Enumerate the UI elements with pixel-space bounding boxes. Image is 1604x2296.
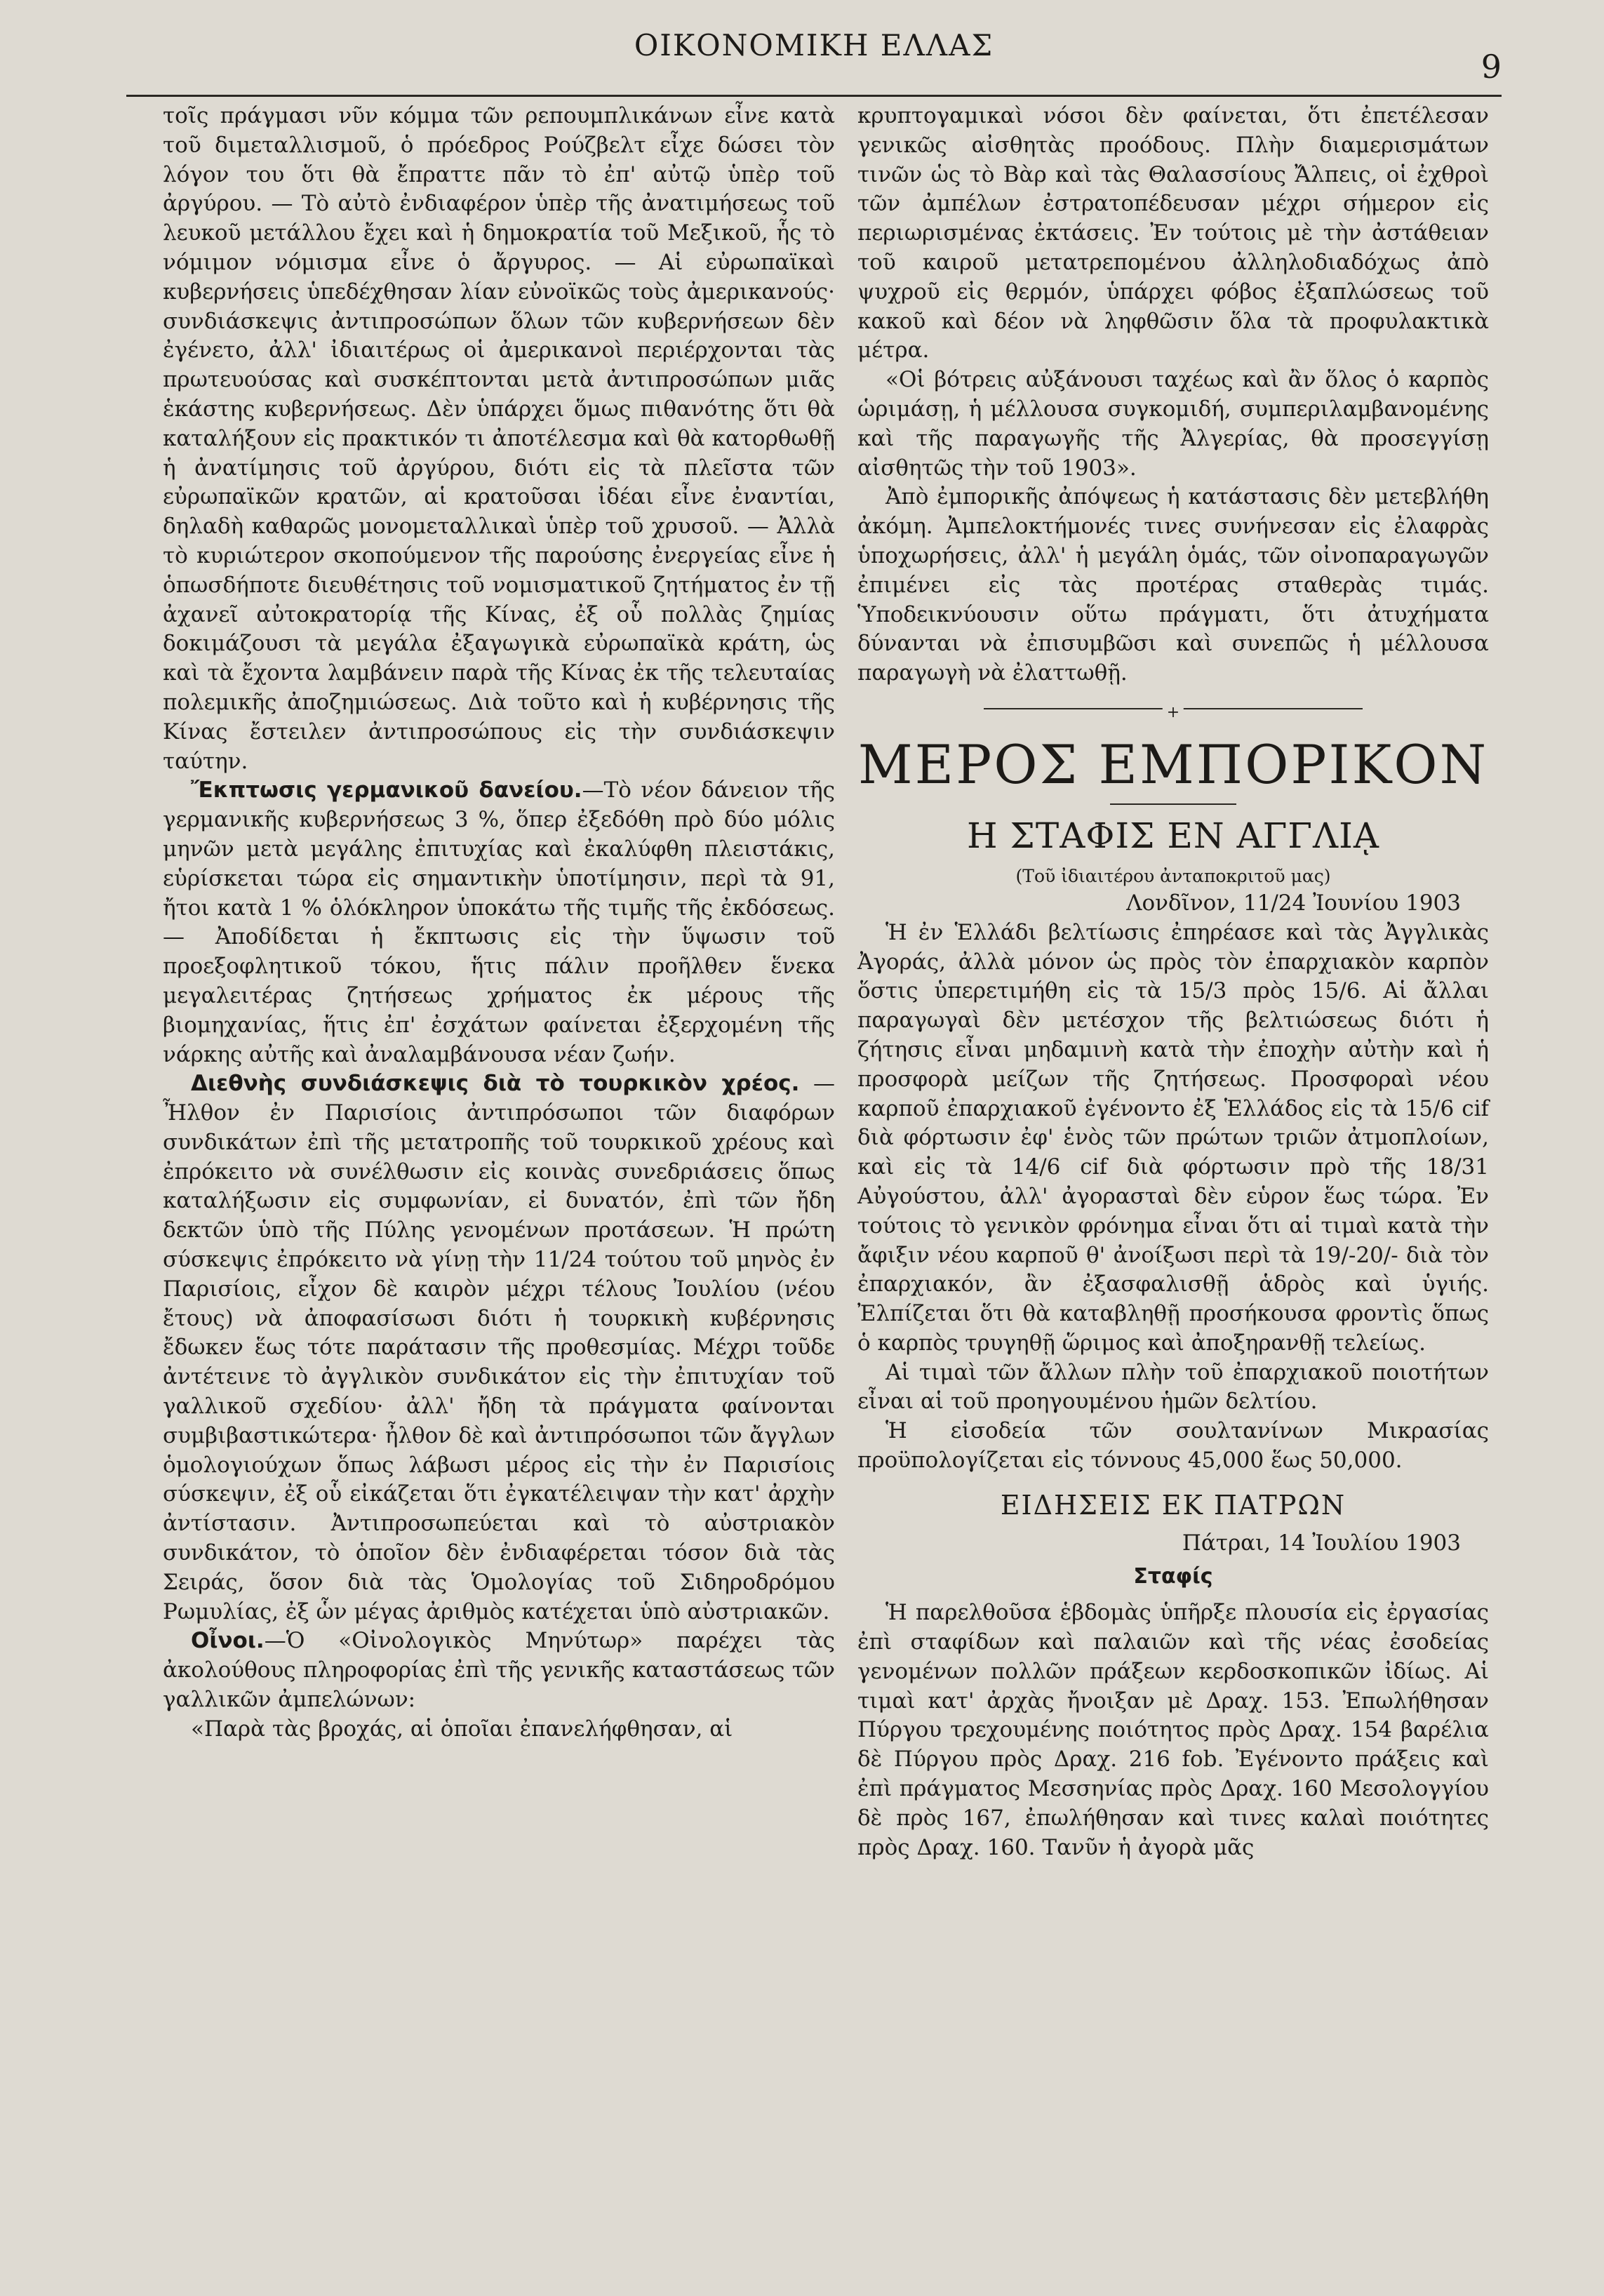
- subheading-currant: Σταφίς: [1133, 1564, 1213, 1589]
- journal-title: ΟΙΚΟΝΟΜΙΚΗ ΕΛΛΑΣ: [634, 28, 994, 62]
- section-divider: [984, 703, 1363, 721]
- paragraph-sultanas: Ἡ εἰσοδεία τῶν σουλτανίνων Μικρασίας προϋπολογίζεται εἰς τόννους 45,000 ἕως 50,000.: [857, 1418, 1489, 1474]
- heading-german-loan: Ἔκπτωσις γερμανικοῦ δανείου.: [191, 777, 582, 803]
- left-column: [163, 102, 835, 1744]
- heading-wines: Οἶνοι.: [191, 1628, 265, 1654]
- paragraph-patras-market: Ἡ παρελθοῦσα ἑβδομὰς ὑπῆρξε πλουσία εἰς ἐργασίας ἐπὶ σταφίδων καὶ παλαιῶν καὶ τῆς νέας ἐσοδείας γενομένων πολλῶν πράξεων κερδοσκοπικῶν ἰδίως. Αἱ τιμαὶ κατ' ἀρχὰς ἤνοιξαν μὲ Δραχ. 153. Ἐπωλήθησαν Πύργου τρεχουμένης ποιότητος πρὸς Δραχ. 154 βαρέλια δὲ Πύργου πρὸς Δραχ. 216 fob. Ἐγένοντο πράξεις καὶ ἐπὶ πράγματος Μεσσηνίας πρὸς Δραχ. 160 Μεσολογγίου δὲ πρὸς 167, ἐπωλήθησαν καὶ τινες καλαὶ ποιότητες πρὸς Δραχ. 160. Τανῦν ἡ ἀγορὰ μᾶς: [857, 1600, 1489, 1860]
- article-title-currants-england: Η ΣΤΑΦΙΣ ΕΝ ΑΓΓΛΙᾼ: [967, 815, 1379, 856]
- paragraph-grapes: «Οἱ βότρεις αὐξάνουσι ταχέως καὶ ἂν ὅλος ὁ καρπὸς ὡριμάσῃ, ἡ μέλλουσα συγκομιδή, συμπεριλαμβανομένης καὶ τῆς παραγωγῆς τῆς Ἀλγερίας, θὰ προσεγγίσῃ αἰσθητῶς τὴν τοῦ 1903».: [857, 367, 1489, 481]
- text-wines: —Ὁ «Οἰνολογικὸς Μηνύτωρ» παρέχει τὰς ἀκολούθους πληροφορίας ἐπὶ τῆς γενικῆς καταστάσεως τῶν γαλλικῶν ἀμπελώνων:: [163, 1628, 835, 1713]
- paragraph-wines: [163, 1627, 835, 1714]
- paragraph-vine-diseases: κρυπτογαμικαὶ νόσοι δὲν φαίνεται, ὅτι ἐπετέλεσαν γενικῶς αἰσθητὰς προόδους. Πλὴν διαμερισμάτων τινῶν ὡς τὸ Βὰρ καὶ τὰς Θαλασσίους Ἄλπεις, οἱ ἐχθροὶ τῶν ἀμπέλων ἐστρατοπέδευσαν μέχρι σήμερον εἰς περιωρισμένας ἐκτάσεις. Ἐν τούτοις μὲ τὴν ἀστάθειαν τοῦ καιροῦ μετατρεπομένου ἀλληλοδιαδόχως ἀπὸ ψυχροῦ εἰς θερμόν, ὑπάρχει φόβος ἐξαπλώσεως τοῦ κακοῦ καὶ δέον νὰ ληφθῶσιν ὅλα τὰ προφυλακτικὰ μέτρα.: [857, 103, 1489, 363]
- section-rule: [1110, 803, 1236, 805]
- section-title: ΜΕΡΟΣ ΕΜΠΟΡΙΚΟΝ: [857, 733, 1489, 796]
- paragraph-turkish-debt: [163, 1069, 835, 1627]
- article-source: (Τοῦ ἰδιαιτέρου ἀνταποκριτοῦ μας): [1015, 865, 1331, 886]
- article-dateline-patras: Πάτραι, 14 Ἰουλίου 1903: [1182, 1530, 1461, 1556]
- text-german-loan: —Τὸ νέον δάνειον τῆς γερμανικῆς κυβερνήσεως 3 %, ὅπερ ἐξεδόθη πρὸ δύο μόλις μηνῶν μετὰ μεγάλης ἐπιτυχίας καὶ ἐκαλύφθη πλειστάκις, εὑρίσκεται τώρα εἰς σημαντικὴν ὑποτίμησιν, περὶ τὰ 91, ἤτοι κατὰ 1 % ὁλόκληρον ὑποκάτω τῆς τιμῆς τῆς ἐκδόσεως. — Ἀποδίδεται ἡ ἔκπτωσις εἰς τὴν ὕψωσιν τοῦ προεξοφλητικοῦ τόκου, ἥτις πάλιν προῆλθεν ἕνεκα μεγαλειτέρας ζητήσεως χρήματος ἐκ μέρους τῆς βιομηχανίας, ἥτις ἐπ' ἐσχάτων φαίνεται ἐξερχομένη τῆς νάρκης αὐτῆς καὶ ἀναλαμβάνουσα νέαν ζωήν.: [163, 777, 835, 1067]
- header-rule: [126, 95, 1502, 97]
- paragraph-commercial-view: Ἀπὸ ἐμπορικῆς ἀπόψεως ἡ κατάστασις δὲν μετεβλήθη ἀκόμη. Ἀμπελοκτήμονές τινες συνήνεσαν εἰς ἐλαφρὰς ὑποχωρήσεις, ἀλλ' ἡ μεγάλη ὁμάς, τῶν οἰνοπαραγωγῶν ἐπιμένει εἰς τὰς προτέρας σταθερὰς τιμάς. Ὑποδεικνύουσιν οὕτω πράγματι, ὅτι ἀτυχήματα δύνανται νὰ ἐπισυμβῶσι καὶ συνεπῶς ἡ μέλλουσα παραγωγὴ νὰ ἐλαττωθῇ.: [857, 484, 1489, 686]
- article-dateline-london: Λονδῖνον, 11/24 Ἰουνίου 1903: [1126, 890, 1461, 916]
- paragraph-silver-conference: τοῖς πράγμασι νῦν κόμμα τῶν ρεπουμπλικάνων εἶνε κατὰ τοῦ διμεταλλισμοῦ, ὁ πρόεδρος Ρούζβελτ εἶχε δώσει τὸν λόγον του ὅτι θὰ ἔπραττε πᾶν τὸ ἐπ' αὐτῷ ὑπὲρ τοῦ ἀργύρου. — Τὸ αὐτὸ ἐνδιαφέρον ὑπὲρ τῆς ἀνατιμήσεως τοῦ λευκοῦ μετάλλου ἔχει καὶ ἡ δημοκρατία τοῦ Μεξικοῦ, ἧς τὸ νόμιμον νόμισμα εἶνε ὁ ἄργυρος. — Αἱ εὐρωπαϊκαὶ κυβερνήσεις ὑπεδέχθησαν λίαν εὐνοϊκῶς τοὺς ἀμερικανούς· συνδιάσκεψις ἀντιπροσώπων ὅλων τῶν κυβερνήσεων δὲν ἐγένετο, ἀλλ' ἰδιαιτέρως οἱ ἀμερικανοὶ περιέρχονται τὰς πρωτευούσας καὶ συσκέπτονται μετὰ ἀντιπροσώπων μιᾶς ἑκάστης κυβερνήσεως. Δὲν ὑπάρχει ὅμως πιθανότης ὅτι θὰ καταλήξουν εἰς πρακτικόν τι ἀποτέλεσμα καὶ θὰ κατορθωθῇ ἡ ἀνατίμησις τοῦ ἀργύρου, διότι εἰς τὰ πλεῖστα τῶν εὐρωπαϊκῶν κρατῶν, αἱ κρατοῦσαι ἰδέαι εἶνε ἐναντίαι, δηλαδὴ καθαρῶς μονομεταλλικαὶ ὑπὲρ τοῦ χρυσοῦ. — Ἀλλὰ τὸ κυριώτερον σκοπούμενον τῆς παρούσης ἐνεργείας εἶνε ἡ ὁπωσδήποτε διευθέτησις τοῦ νομισματικοῦ ζητήματος ἐν τῇ ἀχανεῖ αὐτοκρατορίᾳ τῆς Κίνας, ἐξ οὗ πολλὰς ζημίας δοκιμάζουσι τὰ μεγάλα ἐξαγωγικὰ εὐρωπαϊκὰ κράτη, ὡς καὶ τὰ ἔχοντα λαμβάνειν παρὰ τῆς Κίνας ἐκ τῆς τελευταίας πολεμικῆς ἀποζημιώσεως. Διὰ τοῦτο καὶ ἡ κυβέρνησις τῆς Κίνας ἔστειλεν ἀντιπροσώπους εἰς τὴν συνδιάσκεψιν ταύτην.: [163, 103, 835, 774]
- right-column: [857, 102, 1489, 1862]
- paragraph-other-prices: Αἱ τιμαὶ τῶν ἄλλων πλὴν τοῦ ἐπαρχιακοῦ ποιοτήτων εἶναι αἱ τοῦ προηγουμένου ἡμῶν δελτίου.: [857, 1359, 1489, 1415]
- text-turkish-debt: — Ἦλθον ἐν Παρισίοις ἀντιπρόσωποι τῶν διαφόρων συνδικάτων ἐπὶ τῆς μετατροπῆς τοῦ τουρκικοῦ χρέους καὶ ἐπρόκειτο νὰ συνέλθωσιν εἰς κοινὰς συνεδριάσεις ὅπως καταλήξωσιν εἰς συμφωνίαν, εἰ δυνατόν, ἐπὶ τῶν ἤδη δεκτῶν ὑπὸ τῆς Πύλης γενομένων προτάσεων. Ἡ πρώτη σύσκεψις ἐπρόκειτο νὰ γίνῃ τὴν 11/24 τούτου τοῦ μηνὸς ἐν Παρισίοις, εἶχον δὲ καιρὸν μέχρι τέλους Ἰουλίου (νέου ἔτους) νὰ ἀποφασίσωσι διότι ἡ τουρκικὴ κυβέρνησις ἔδωκεν ἕως τότε παράτασιν τῆς προθεσμίας. Μέχρι τοῦδε ἀντέτεινε τὸ ἀγγλικὸν συνδικάτον εἰς τὴν ἐπιτυχίαν τοῦ γαλλικοῦ σχεδίου· ἀλλ' ἤδη τὰ πράγματα φαίνονται συμβιβαστικώτερα· ἦλθον δὲ καὶ ἀντιπρόσωποι τῶν ἄγγλων ὁμολογιούχων ὅπως λάβωσι μέρος εἰς τὴν ἐν Παρισίοις σύσκεψιν, ἐξ οὗ εἰκάζεται ὅτι ἐγκατέλειψαν τὴν κατ' ἀρχὴν ἀντίστασιν. Ἀντιπροσωπεύεται καὶ τὸ αὐστριακὸν συνδικάτον, τὸ ὁποῖον δὲν ἐνδιαφέρεται τόσον διὰ τὰς Σειράς, ὅσον διὰ τὰς Ὁμολογίας τοῦ Σιδηροδρόμου Ρωμυλίας, ἐξ ὧν μέγας ἀριθμὸς κατέχεται ὑπὸ αὐστριακῶν.: [163, 1071, 835, 1624]
- divider-ornament: +: [1163, 698, 1184, 728]
- article-title-patras-news: ΕΙΔΗΣΕΙΣ ΕΚ ΠΑΤΡΩΝ: [1000, 1489, 1346, 1521]
- page-number: 9: [1481, 48, 1502, 86]
- heading-turkish-debt: Διεθνὴς συνδιάσκεψις διὰ τὸ τουρκικὸν χρέος.: [191, 1071, 800, 1097]
- paragraph-english-markets: Ἡ ἐν Ἑλλάδι βελτίωσις ἐπηρέασε καὶ τὰς Ἀγγλικὰς Ἀγοράς, ἀλλὰ μόνον ὡς πρὸς τὸν ἐπαρχιακὸν καρπὸν ὅστις ὑπερετιμήθη εἰς τὰ 15/3 πρὸς 15/6. Αἱ ἄλλαι παραγωγαὶ δὲν μετέσχον τῆς βελτιώσεως διότι ἡ ζήτησις εἶναι μηδαμινὴ κατὰ τὴν ἐποχὴν αὐτὴν καὶ ἡ προσφορὰ μείζων τῆς ζητήσεως. Προσφοραὶ νέου καρποῦ ἐπαρχιακοῦ ἐγένοντο ἐξ Ἑλλάδος εἰς τὰ 15/6 cif διὰ φόρτωσιν ἐφ' ἑνὸς τῶν πρώτων τριῶν ἀτμοπλοίων, καὶ εἰς τὰ 14/6 cif διὰ φόρτωσιν πρὸ τῆς 18/31 Αὐγούστου, ἀλλ' ἀγορασταὶ δὲν εὑρον ἕως τώρα. Ἐν τούτοις τὸ γενικὸν φρόνημα εἶναι ὅτι αἱ τιμαὶ κατὰ τὴν ἄφιξιν νέου καρποῦ θ' ἀνοίξωσι περὶ τὰ 19/-20/- διὰ τὸν ἐπαρχιακόν, ἂν ἐξασφαλισθῇ ἁδρὸς καὶ ὑγιής. Ἐλπίζεται ὅτι θὰ καταβληθῇ προσήκουσα φροντὶς ὅπως ὁ καρπὸς τρυγηθῇ ὥριμος καὶ ἀποξηρανθῇ τελείως.: [857, 919, 1489, 1356]
- paragraph-german-loan: [163, 776, 835, 1069]
- paragraph-quote-start: «Παρὰ τὰς βροχάς, αἱ ὁποῖαι ἐπανελήφθησαν, αἱ: [191, 1716, 733, 1742]
- page-header: [126, 28, 1502, 91]
